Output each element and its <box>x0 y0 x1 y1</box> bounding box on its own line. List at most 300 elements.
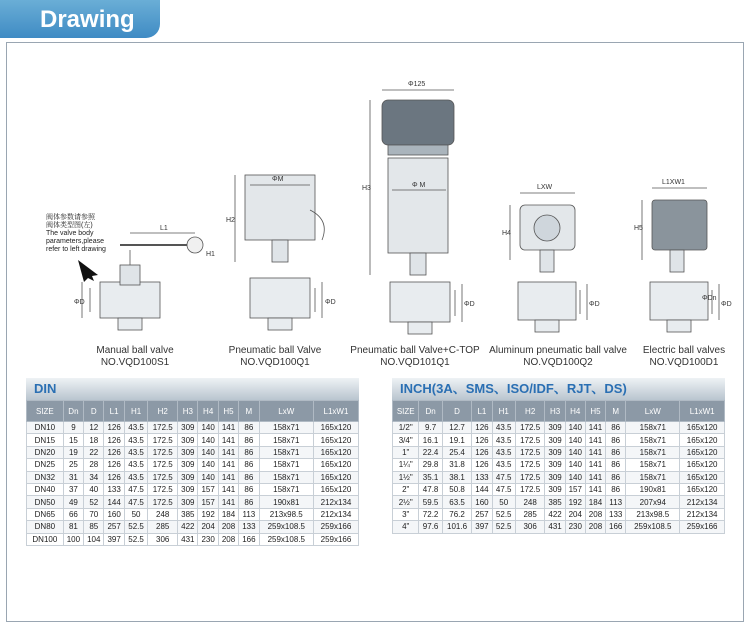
table-cell: 126 <box>472 434 492 446</box>
table-cell: 12 <box>84 422 104 434</box>
table-row <box>27 459 359 471</box>
table-cell: 158x71 <box>626 471 680 483</box>
table-cell: 47.5 <box>492 471 515 483</box>
table-cell: 59.5 <box>419 496 442 508</box>
table-cell: 140 <box>198 471 218 483</box>
table-cell: 165x120 <box>680 483 725 495</box>
table-cell: 165x120 <box>313 434 358 446</box>
table-cell: DN80 <box>27 521 64 533</box>
table-cell: 160 <box>104 508 124 520</box>
table-cell: 158x71 <box>626 446 680 458</box>
table-cell: 43.5 <box>124 446 148 458</box>
table-cell: 212x134 <box>680 496 725 508</box>
table-row <box>27 533 359 545</box>
table-cell: 422 <box>545 508 565 520</box>
table-cell: 144 <box>104 496 124 508</box>
table-row <box>27 508 359 520</box>
table-cell: 141 <box>585 459 605 471</box>
table-cell: 140 <box>565 459 585 471</box>
table-cell: 172.5 <box>148 483 178 495</box>
table-cell: 172.5 <box>515 422 545 434</box>
valve-label-3: Pneumatic ball Valve+C-TOP NO.VQD101Q1 <box>350 345 480 368</box>
inch-table-section <box>392 378 725 534</box>
table-cell: 259x108.5 <box>259 533 313 545</box>
inch-table <box>392 400 725 534</box>
table-cell: 9.7 <box>419 422 442 434</box>
table-cell: 100 <box>63 533 83 545</box>
dim-l1: L1 <box>160 225 168 232</box>
dim-h4: H4 <box>502 230 511 237</box>
column-header: H3 <box>178 401 198 422</box>
table-cell: 207x94 <box>626 496 680 508</box>
table-cell: 43.5 <box>492 459 515 471</box>
table-cell: 158x71 <box>259 422 313 434</box>
table-cell: 140 <box>198 422 218 434</box>
table-cell: 52.5 <box>124 521 148 533</box>
table-cell: 140 <box>198 434 218 446</box>
table-row <box>393 422 725 434</box>
table-row <box>393 496 725 508</box>
table-cell: 16.1 <box>419 434 442 446</box>
table-cell: 52.5 <box>492 508 515 520</box>
column-header: LxW <box>259 401 313 422</box>
table-cell: 86 <box>606 434 626 446</box>
table-cell: 397 <box>472 521 492 533</box>
table-cell: 43.5 <box>492 434 515 446</box>
table-cell: DN10 <box>27 422 64 434</box>
column-header: H3 <box>545 401 565 422</box>
column-header: H4 <box>198 401 218 422</box>
table-cell: 97.6 <box>419 521 442 533</box>
table-cell: 212x134 <box>680 508 725 520</box>
table-cell: 52.5 <box>492 521 515 533</box>
column-header: Dn <box>419 401 442 422</box>
table-cell: DN32 <box>27 471 64 483</box>
table-cell: 1" <box>393 446 419 458</box>
table-cell: 86 <box>606 459 626 471</box>
table-cell: 431 <box>178 533 198 545</box>
table-cell: 43.5 <box>124 422 148 434</box>
dim-h3: H3 <box>362 185 371 192</box>
table-cell: 86 <box>239 446 259 458</box>
table-cell: 172.5 <box>515 471 545 483</box>
table-cell: 213x98.5 <box>626 508 680 520</box>
valve-label-2: Pneumatic ball Valve NO.VQD100Q1 <box>228 345 322 368</box>
dim-phid-5: ΦD <box>721 301 732 308</box>
table-cell: 190x81 <box>626 483 680 495</box>
table-cell: 157 <box>198 496 218 508</box>
din-table <box>26 400 359 546</box>
table-cell: 309 <box>178 471 198 483</box>
table-cell: 212x134 <box>313 508 358 520</box>
table-cell: 43.5 <box>124 434 148 446</box>
table-cell: 190x81 <box>259 496 313 508</box>
table-cell: 165x120 <box>313 422 358 434</box>
table-cell: 158x71 <box>259 471 313 483</box>
table-cell: 141 <box>218 422 238 434</box>
table-cell: 1½" <box>393 471 419 483</box>
table-cell: 172.5 <box>515 434 545 446</box>
table-cell: 385 <box>545 496 565 508</box>
table-cell: 141 <box>218 483 238 495</box>
table-cell: 257 <box>104 521 124 533</box>
valve-body-note: 阀体参数请参照 阀体类型图(左) The valve body parameters,please refer to left drawing <box>46 214 106 253</box>
table-cell: 29.8 <box>419 459 442 471</box>
table-cell: 165x120 <box>680 422 725 434</box>
table-row <box>393 508 725 520</box>
table-row <box>27 471 359 483</box>
table-cell: 86 <box>239 434 259 446</box>
table-cell: 113 <box>606 496 626 508</box>
table-cell: 144 <box>472 483 492 495</box>
table-row <box>27 521 359 533</box>
table-cell: DN40 <box>27 483 64 495</box>
table-cell: DN100 <box>27 533 64 545</box>
column-header: L1xW1 <box>313 401 358 422</box>
dim-phim-1: ΦM <box>272 176 284 183</box>
table-cell: 172.5 <box>148 459 178 471</box>
table-cell: 431 <box>545 521 565 533</box>
table-cell: 309 <box>178 483 198 495</box>
table-cell: 113 <box>239 508 259 520</box>
table-cell: 86 <box>239 483 259 495</box>
table-cell: 85 <box>84 521 104 533</box>
table-row <box>393 483 725 495</box>
dim-phid-3: ΦD <box>464 301 475 308</box>
table-cell: 309 <box>178 446 198 458</box>
table-cell: 208 <box>585 521 605 533</box>
table-cell: 63.5 <box>442 496 472 508</box>
table-cell: 309 <box>545 459 565 471</box>
table-cell: 47.8 <box>419 483 442 495</box>
table-cell: 172.5 <box>515 483 545 495</box>
table-cell: 172.5 <box>148 496 178 508</box>
column-header: L1xW1 <box>680 401 725 422</box>
table-row <box>27 496 359 508</box>
table-cell: DN20 <box>27 446 64 458</box>
electric-valve-drawing <box>642 188 719 332</box>
column-header: H2 <box>515 401 545 422</box>
table-cell: 3/4" <box>393 434 419 446</box>
table-row <box>27 483 359 495</box>
table-cell: 192 <box>198 508 218 520</box>
dim-phidn-5: ΦDn <box>702 295 717 302</box>
column-header: H5 <box>585 401 605 422</box>
table-cell: 40 <box>84 483 104 495</box>
table-cell: 4" <box>393 521 419 533</box>
table-cell: 158x71 <box>259 446 313 458</box>
table-cell: 157 <box>565 483 585 495</box>
dim-phid-1: ΦD <box>74 299 85 306</box>
table-cell: 165x120 <box>313 459 358 471</box>
table-cell: 66 <box>63 508 83 520</box>
table-cell: 86 <box>606 446 626 458</box>
table-cell: 43.5 <box>492 422 515 434</box>
dim-l1xw1: L1XW1 <box>662 179 685 186</box>
dim-phid-2: ΦD <box>325 299 336 306</box>
table-cell: 133 <box>104 483 124 495</box>
table-cell: 126 <box>104 459 124 471</box>
table-cell: 47.5 <box>492 483 515 495</box>
table-cell: 1/2" <box>393 422 419 434</box>
table-cell: 160 <box>472 496 492 508</box>
table-cell: 172.5 <box>148 422 178 434</box>
table-cell: 248 <box>515 496 545 508</box>
pneumatic-ctop-valve-drawing <box>370 90 462 334</box>
table-cell: 81 <box>63 521 83 533</box>
table-cell: 9 <box>63 422 83 434</box>
table-cell: 140 <box>565 422 585 434</box>
column-header: LxW <box>626 401 680 422</box>
table-cell: 86 <box>239 459 259 471</box>
column-header: M <box>606 401 626 422</box>
table-cell: 140 <box>565 446 585 458</box>
table-cell: 259x108.5 <box>626 521 680 533</box>
column-header: D <box>84 401 104 422</box>
table-cell: 133 <box>239 521 259 533</box>
table-cell: 165x120 <box>680 459 725 471</box>
table-cell: 141 <box>218 446 238 458</box>
table-cell: 158x71 <box>626 459 680 471</box>
table-cell: 230 <box>565 521 585 533</box>
table-cell: 70 <box>84 508 104 520</box>
table-cell: 86 <box>606 422 626 434</box>
table-cell: 208 <box>585 508 605 520</box>
table-cell: 213x98.5 <box>259 508 313 520</box>
table-cell: 208 <box>218 533 238 545</box>
table-cell: 257 <box>472 508 492 520</box>
table-cell: 38.1 <box>442 471 472 483</box>
table-cell: 141 <box>585 422 605 434</box>
dim-lxw: LXW <box>537 184 553 191</box>
column-header: H1 <box>492 401 515 422</box>
column-header: SIZE <box>393 401 419 422</box>
table-cell: 126 <box>472 459 492 471</box>
table-cell: 18 <box>84 434 104 446</box>
table-cell: 165x120 <box>680 446 725 458</box>
table-cell: 43.5 <box>124 459 148 471</box>
table-cell: 165x120 <box>313 471 358 483</box>
note-arrow-icon <box>78 260 98 282</box>
table-cell: 47.5 <box>124 496 148 508</box>
table-cell: 86 <box>239 422 259 434</box>
table-cell: 259x108.5 <box>259 521 313 533</box>
table-cell: 309 <box>178 422 198 434</box>
table-cell: 309 <box>545 471 565 483</box>
table-cell: 309 <box>178 459 198 471</box>
table-cell: 133 <box>472 471 492 483</box>
dim-phi125: Φ125 <box>408 81 426 88</box>
table-cell: 37 <box>63 483 83 495</box>
table-cell: 208 <box>218 521 238 533</box>
table-cell: 158x71 <box>259 459 313 471</box>
table-cell: 31 <box>63 471 83 483</box>
table-cell: 86 <box>606 471 626 483</box>
din-table-section <box>26 378 359 546</box>
table-cell: 172.5 <box>515 459 545 471</box>
dim-phid-4: ΦD <box>589 301 600 308</box>
header-tab <box>0 0 160 38</box>
table-cell: 285 <box>515 508 545 520</box>
table-cell: 76.2 <box>442 508 472 520</box>
table-cell: 141 <box>218 459 238 471</box>
column-header: L1 <box>472 401 492 422</box>
table-cell: DN25 <box>27 459 64 471</box>
table-cell: 25 <box>63 459 83 471</box>
table-cell: 422 <box>178 521 198 533</box>
din-table-title: DIN <box>26 378 359 400</box>
table-cell: 126 <box>104 471 124 483</box>
table-cell: 47.5 <box>124 483 148 495</box>
table-row <box>393 471 725 483</box>
table-cell: 133 <box>606 508 626 520</box>
table-cell: 101.6 <box>442 521 472 533</box>
table-cell: 158x71 <box>259 483 313 495</box>
table-cell: 184 <box>218 508 238 520</box>
table-row <box>393 521 725 533</box>
table-cell: 141 <box>218 434 238 446</box>
table-cell: 204 <box>198 521 218 533</box>
table-cell: 212x134 <box>313 496 358 508</box>
valve-drawings <box>10 50 740 370</box>
table-cell: 140 <box>565 434 585 446</box>
table-cell: 172.5 <box>148 471 178 483</box>
valve-label-4: Aluminum pneumatic ball valve NO.VQD100Q2 <box>489 345 627 368</box>
table-cell: 22 <box>84 446 104 458</box>
table-cell: DN65 <box>27 508 64 520</box>
table-cell: 158x71 <box>626 434 680 446</box>
table-cell: 35.1 <box>419 471 442 483</box>
table-cell: 72.2 <box>419 508 442 520</box>
table-cell: 43.5 <box>124 471 148 483</box>
table-cell: 50.8 <box>442 483 472 495</box>
table-cell: 25.4 <box>442 446 472 458</box>
table-row <box>27 434 359 446</box>
page-title: Drawing <box>40 6 135 33</box>
table-cell: 285 <box>148 521 178 533</box>
table-cell: 165x120 <box>313 483 358 495</box>
table-cell: 309 <box>545 422 565 434</box>
table-cell: 126 <box>104 422 124 434</box>
table-cell: 385 <box>178 508 198 520</box>
table-row <box>393 434 725 446</box>
column-header: H4 <box>565 401 585 422</box>
table-row <box>393 459 725 471</box>
table-cell: 140 <box>565 471 585 483</box>
table-cell: 3" <box>393 508 419 520</box>
table-cell: 166 <box>239 533 259 545</box>
table-cell: 2½" <box>393 496 419 508</box>
table-cell: 141 <box>585 471 605 483</box>
table-cell: 1¼" <box>393 459 419 471</box>
table-cell: 126 <box>472 446 492 458</box>
table-cell: 49 <box>63 496 83 508</box>
table-cell: 141 <box>218 471 238 483</box>
table-cell: 204 <box>565 508 585 520</box>
pneumatic-ball-valve-drawing <box>235 175 324 330</box>
table-cell: 248 <box>148 508 178 520</box>
table-cell: 31.8 <box>442 459 472 471</box>
table-cell: 230 <box>198 533 218 545</box>
column-header: D <box>442 401 472 422</box>
table-cell: 158x71 <box>259 434 313 446</box>
dim-phim-2: Φ M <box>412 182 426 189</box>
table-cell: 86 <box>239 471 259 483</box>
column-header: H5 <box>218 401 238 422</box>
inch-table-title: INCH(3A、SMS、ISO/IDF、RJT、DS) <box>392 378 725 400</box>
dim-h5: H5 <box>634 225 643 232</box>
page-header <box>0 0 750 38</box>
table-cell: 172.5 <box>148 446 178 458</box>
table-cell: 104 <box>84 533 104 545</box>
table-cell: 309 <box>545 434 565 446</box>
table-cell: 306 <box>148 533 178 545</box>
table-cell: 141 <box>585 446 605 458</box>
table-cell: 165x120 <box>313 446 358 458</box>
table-cell: 309 <box>545 446 565 458</box>
table-row <box>27 422 359 434</box>
table-cell: 126 <box>472 422 492 434</box>
table-cell: 306 <box>515 521 545 533</box>
table-cell: 259x166 <box>313 521 358 533</box>
dim-h2: H2 <box>226 217 235 224</box>
table-cell: 309 <box>178 434 198 446</box>
valve-label-1: Manual ball valve NO.VQD100S1 <box>96 345 174 368</box>
column-header: H1 <box>124 401 148 422</box>
table-cell: 19.1 <box>442 434 472 446</box>
table-cell: 50 <box>124 508 148 520</box>
table-cell: 126 <box>104 434 124 446</box>
table-cell: 86 <box>606 483 626 495</box>
table-cell: 22.4 <box>419 446 442 458</box>
table-row <box>393 446 725 458</box>
table-cell: 28 <box>84 459 104 471</box>
table-cell: 12.7 <box>442 422 472 434</box>
table-cell: 165x120 <box>680 434 725 446</box>
table-cell: 126 <box>104 446 124 458</box>
table-cell: 158x71 <box>626 422 680 434</box>
table-row <box>27 446 359 458</box>
column-header: H2 <box>148 401 178 422</box>
table-cell: 259x166 <box>680 521 725 533</box>
table-cell: 34 <box>84 471 104 483</box>
table-cell: 140 <box>198 446 218 458</box>
table-cell: 192 <box>565 496 585 508</box>
table-cell: 86 <box>239 496 259 508</box>
table-cell: 2" <box>393 483 419 495</box>
table-cell: 140 <box>198 459 218 471</box>
table-cell: 397 <box>104 533 124 545</box>
table-cell: 172.5 <box>148 434 178 446</box>
column-header: Dn <box>63 401 83 422</box>
table-cell: 166 <box>606 521 626 533</box>
table-cell: 259x166 <box>313 533 358 545</box>
table-cell: 165x120 <box>680 471 725 483</box>
column-header: L1 <box>104 401 124 422</box>
table-cell: 50 <box>492 496 515 508</box>
column-header: SIZE <box>27 401 64 422</box>
table-cell: 141 <box>218 496 238 508</box>
table-cell: 52 <box>84 496 104 508</box>
aluminum-pneumatic-valve-drawing <box>510 193 587 332</box>
valve-label-5: Electric ball valves NO.VQD100D1 <box>642 345 726 368</box>
table-cell: 52.5 <box>124 533 148 545</box>
table-cell: 19 <box>63 446 83 458</box>
table-cell: 15 <box>63 434 83 446</box>
table-cell: 141 <box>585 434 605 446</box>
table-cell: 141 <box>585 483 605 495</box>
table-cell: 309 <box>545 483 565 495</box>
